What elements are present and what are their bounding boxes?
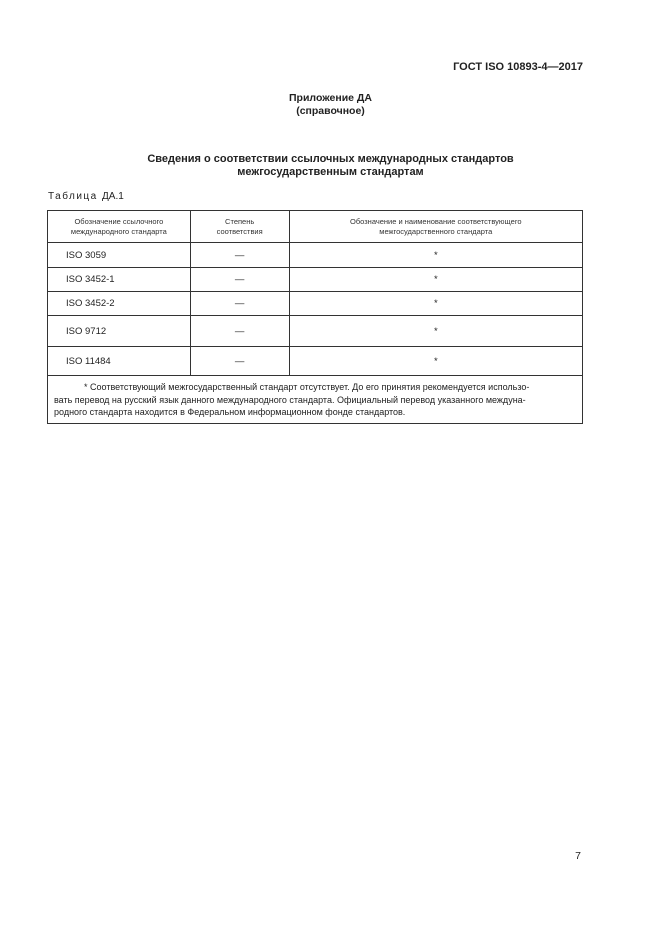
cell-degree: — — [190, 268, 289, 292]
section-heading-line2: межгосударственным стандартам — [237, 166, 424, 178]
header-col3-line2: межгосударственного стандарта — [379, 226, 493, 236]
header-col3-line1: Обозначение и наименование соответствующего — [350, 216, 522, 226]
annex-title: Приложение ДА — [289, 92, 372, 104]
document-code: ГОСТ ISO 10893-4—2017 — [453, 61, 583, 73]
header-reference-standard — [48, 211, 191, 243]
table-row — [48, 292, 583, 316]
header-col1-line1: Обозначение ссылочного — [74, 216, 164, 226]
footnote-line3: родного стандарта находится в Федеральном информационном фонде стандартов. — [54, 407, 406, 417]
cell-name: * — [289, 316, 582, 347]
header-col1-line2: международного стандарта — [70, 226, 167, 236]
section-heading-line1: Сведения о соответствии ссылочных международных стандартов — [147, 153, 514, 165]
footnote-line2: вать перевод на русский язык данного международного стандарта. Официальный перевод указанного междуна- — [54, 394, 526, 405]
header-col2-line1: Степень — [225, 216, 255, 226]
cell-code: ISO 3452-1 — [48, 268, 191, 292]
footnote-line1: * Соответствующий межгосударственный стандарт отсутствует. До его принятия рекомендуется использо- — [84, 382, 530, 392]
cell-name: * — [289, 268, 582, 292]
table-row — [48, 243, 583, 268]
cell-degree: — — [190, 347, 289, 376]
cell-name: * — [289, 347, 582, 376]
cell-code: ISO 11484 — [48, 347, 191, 376]
page-number: 7 — [575, 850, 581, 862]
cell-degree: — — [190, 316, 289, 347]
table-header-row — [48, 211, 583, 243]
table-footnote-row — [48, 376, 583, 424]
annex-subtitle: (справочное) — [296, 105, 365, 117]
cell-degree: — — [190, 292, 289, 316]
cell-degree: — — [190, 243, 289, 268]
cell-name: * — [289, 292, 582, 316]
header-col2-line2: соответствия — [216, 226, 263, 236]
table-footnote — [48, 376, 583, 424]
table-row — [48, 268, 583, 292]
table-label — [48, 191, 124, 202]
cell-code: ISO 9712 — [48, 316, 191, 347]
header-degree — [190, 211, 289, 243]
table-row — [48, 347, 583, 376]
table-row — [48, 316, 583, 347]
cell-name: * — [289, 243, 582, 268]
table-label-number: ДА.1 — [102, 191, 124, 202]
correspondence-table — [47, 210, 583, 424]
header-interstate-standard — [289, 211, 582, 243]
table-label-word: Таблица — [48, 191, 98, 202]
cell-code: ISO 3059 — [48, 243, 191, 268]
cell-code: ISO 3452-2 — [48, 292, 191, 316]
